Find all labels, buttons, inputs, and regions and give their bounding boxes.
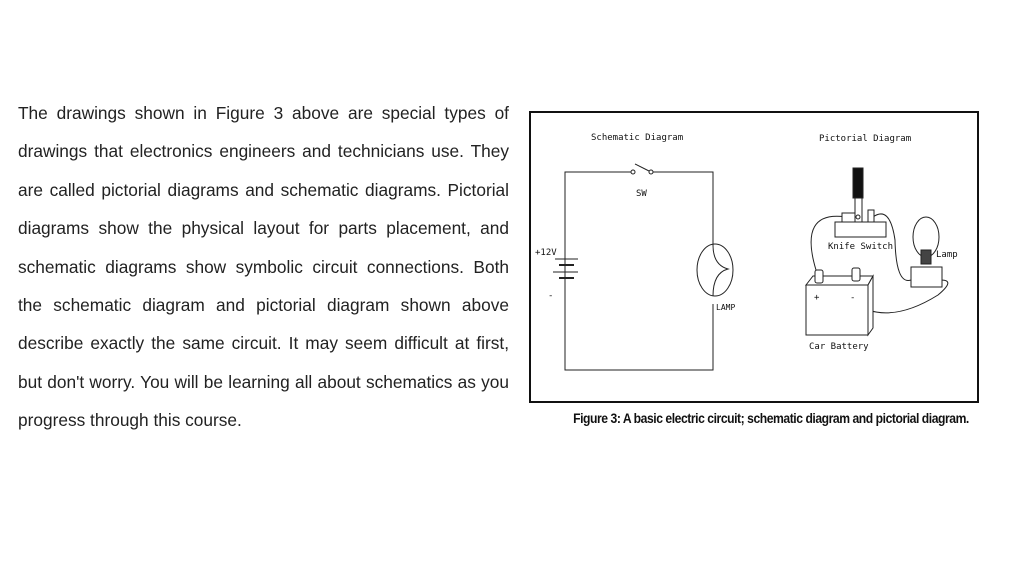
battery-terminal <box>852 268 860 281</box>
switch-contact <box>649 170 653 174</box>
body-paragraph: The drawings shown in Figure 3 above are special types of drawings that electronics engineers and technicians use. They are called pictorial diagrams and schematic diagrams. Pictorial diagrams show the physical layout for parts placement, and schematic diagrams show symbolic circuit connections. Both the schematic diagram and pictorial diagram shown above describe exactly the same circuit. It may seem difficult at first, but don't worry. You will be learning all about schematics as you progress through this course. <box>18 103 509 431</box>
voltage-label: +12V <box>535 248 557 258</box>
figure-caption: Figure 3: A basic electric circuit; schematic diagram and pictorial diagram. <box>573 411 969 426</box>
knife-switch-base <box>835 222 886 237</box>
circuit-figure <box>528 110 980 405</box>
lamp-pictorial-label: Lamp <box>936 250 958 260</box>
minus-label: - <box>548 291 554 301</box>
battery-plus-label: + <box>814 293 820 303</box>
battery-terminal <box>815 270 823 283</box>
pictorial-title: Pictorial Diagram <box>819 134 912 144</box>
battery-minus-label: - <box>850 293 856 303</box>
switch-contact <box>631 170 635 174</box>
switch-label: SW <box>636 189 647 199</box>
schematic-title: Schematic Diagram <box>591 133 684 143</box>
figure-border <box>530 112 978 402</box>
knife-switch-handle <box>853 168 863 198</box>
battery-label: Car Battery <box>809 342 869 352</box>
lamp-label: LAMP <box>716 303 736 312</box>
knife-switch-label: Knife Switch <box>828 242 894 252</box>
lamp-base <box>911 267 942 287</box>
